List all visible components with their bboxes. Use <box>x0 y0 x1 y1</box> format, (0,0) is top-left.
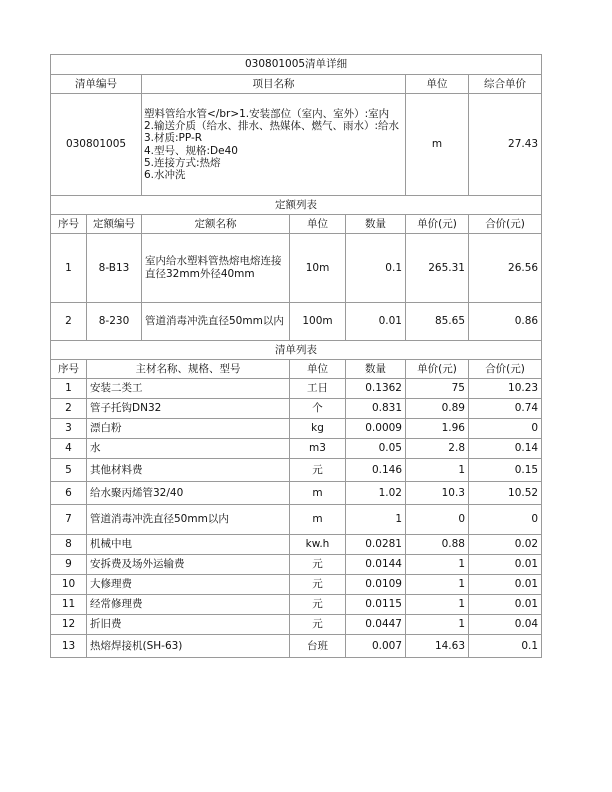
material-name: 经常修理费 <box>87 595 290 615</box>
material-unit: kw.h <box>290 535 346 555</box>
material-name: 折旧费 <box>87 615 290 635</box>
material-unit-price: 0.89 <box>406 399 469 419</box>
detail-table <box>50 54 542 658</box>
material-row <box>51 439 542 459</box>
material-section-title: 清单列表 <box>51 341 542 360</box>
material-qty: 0.146 <box>346 459 406 482</box>
material-unit: 元 <box>290 555 346 575</box>
header-name: 项目名称 <box>142 75 406 94</box>
material-seq: 1 <box>51 379 87 399</box>
material-row <box>51 419 542 439</box>
material-row <box>51 399 542 419</box>
material-unit: m3 <box>290 439 346 459</box>
material-unit: m <box>290 505 346 535</box>
quota-unit-price: 265.31 <box>406 234 469 303</box>
material-row <box>51 482 542 505</box>
material-unit: m <box>290 482 346 505</box>
material-row <box>51 615 542 635</box>
quota-unit-price: 85.65 <box>406 303 469 341</box>
material-seq: 3 <box>51 419 87 439</box>
quota-header-row <box>51 215 542 234</box>
quota-total: 26.56 <box>469 234 542 303</box>
material-header-unit: 单位 <box>290 360 346 379</box>
material-qty: 1.02 <box>346 482 406 505</box>
material-seq: 13 <box>51 635 87 658</box>
material-unit: 元 <box>290 615 346 635</box>
material-row <box>51 635 542 658</box>
quota-header-unit-price: 单价(元) <box>406 215 469 234</box>
quota-seq: 1 <box>51 234 87 303</box>
material-name: 安拆费及场外运输费 <box>87 555 290 575</box>
quota-row <box>51 234 542 303</box>
material-row <box>51 535 542 555</box>
material-qty: 0.007 <box>346 635 406 658</box>
header-code: 清单编号 <box>51 75 142 94</box>
material-unit: 元 <box>290 459 346 482</box>
material-qty: 0.05 <box>346 439 406 459</box>
material-qty: 0.0115 <box>346 595 406 615</box>
material-total: 0 <box>469 505 542 535</box>
header-unit: 单位 <box>406 75 469 94</box>
material-name: 机械中电 <box>87 535 290 555</box>
material-seq: 4 <box>51 439 87 459</box>
material-unit: kg <box>290 419 346 439</box>
quota-header-name: 定额名称 <box>142 215 290 234</box>
material-qty: 0.0109 <box>346 575 406 595</box>
quota-name: 管道消毒冲洗直径50mm以内 <box>142 303 290 341</box>
material-seq: 7 <box>51 505 87 535</box>
material-name: 给水聚丙烯管32/40 <box>87 482 290 505</box>
material-name: 安装二类工 <box>87 379 290 399</box>
quota-code: 8-230 <box>87 303 142 341</box>
material-unit-price: 0 <box>406 505 469 535</box>
quota-section-title: 定额列表 <box>51 196 542 215</box>
material-seq: 2 <box>51 399 87 419</box>
material-unit-price: 14.63 <box>406 635 469 658</box>
material-unit-price: 1.96 <box>406 419 469 439</box>
material-qty: 0.0009 <box>346 419 406 439</box>
material-unit-price: 1 <box>406 459 469 482</box>
material-unit-price: 0.88 <box>406 535 469 555</box>
material-total: 0.1 <box>469 635 542 658</box>
material-qty: 0.0144 <box>346 555 406 575</box>
quota-header-code: 定额编号 <box>87 215 142 234</box>
material-total: 0.02 <box>469 535 542 555</box>
quota-name: 室内给水塑料管热熔电熔连接直径32mm外径40mm <box>142 234 290 303</box>
item-row <box>51 94 542 196</box>
material-qty: 0.1362 <box>346 379 406 399</box>
material-total: 0.14 <box>469 439 542 459</box>
header-price: 综合单价 <box>469 75 542 94</box>
quota-header-unit: 单位 <box>290 215 346 234</box>
material-unit-price: 10.3 <box>406 482 469 505</box>
quota-qty: 0.01 <box>346 303 406 341</box>
quota-code: 8-B13 <box>87 234 142 303</box>
material-name: 其他材料费 <box>87 459 290 482</box>
item-price: 27.43 <box>469 94 542 196</box>
material-name: 管道消毒冲洗直径50mm以内 <box>87 505 290 535</box>
item-header-row <box>51 75 542 94</box>
material-row <box>51 379 542 399</box>
quota-header-seq: 序号 <box>51 215 87 234</box>
material-unit-price: 1 <box>406 595 469 615</box>
material-seq: 8 <box>51 535 87 555</box>
material-total: 0.01 <box>469 595 542 615</box>
material-row <box>51 459 542 482</box>
page-title: 030801005清单详细 <box>51 55 542 75</box>
material-seq: 12 <box>51 615 87 635</box>
material-unit-price: 2.8 <box>406 439 469 459</box>
material-total: 10.23 <box>469 379 542 399</box>
material-unit: 元 <box>290 595 346 615</box>
quota-total: 0.86 <box>469 303 542 341</box>
material-total: 10.52 <box>469 482 542 505</box>
material-seq: 5 <box>51 459 87 482</box>
material-name: 水 <box>87 439 290 459</box>
material-header-name: 主材名称、规格、型号 <box>87 360 290 379</box>
material-unit-price: 1 <box>406 615 469 635</box>
material-unit-price: 1 <box>406 555 469 575</box>
material-header-row <box>51 360 542 379</box>
material-header-seq: 序号 <box>51 360 87 379</box>
quota-row <box>51 303 542 341</box>
material-header-total: 合价(元) <box>469 360 542 379</box>
material-qty: 0.0447 <box>346 615 406 635</box>
quota-unit: 100m <box>290 303 346 341</box>
quota-header-qty: 数量 <box>346 215 406 234</box>
quota-seq: 2 <box>51 303 87 341</box>
material-qty: 0.0281 <box>346 535 406 555</box>
material-name: 漂白粉 <box>87 419 290 439</box>
material-row <box>51 575 542 595</box>
material-total: 0.74 <box>469 399 542 419</box>
material-name: 热熔焊接机(SH-63) <box>87 635 290 658</box>
material-seq: 10 <box>51 575 87 595</box>
material-total: 0.04 <box>469 615 542 635</box>
material-unit: 个 <box>290 399 346 419</box>
material-seq: 9 <box>51 555 87 575</box>
quota-header-total: 合价(元) <box>469 215 542 234</box>
material-unit-price: 75 <box>406 379 469 399</box>
material-header-unit-price: 单价(元) <box>406 360 469 379</box>
material-unit: 台班 <box>290 635 346 658</box>
material-row <box>51 505 542 535</box>
material-row <box>51 555 542 575</box>
item-description: 塑料管给水管</br>1.安装部位（室内、室外）:室内 2.输送介质（给水、排水、热媒体、燃气、雨水）:给水 3.材质:PP-R 4.型号、规格:De40 5.连接方式:热熔 6.水冲洗 <box>142 94 406 196</box>
material-unit-price: 1 <box>406 575 469 595</box>
item-code: 030801005 <box>51 94 142 196</box>
material-name: 管子托钩DN32 <box>87 399 290 419</box>
quota-unit: 10m <box>290 234 346 303</box>
material-row <box>51 595 542 615</box>
material-total: 0 <box>469 419 542 439</box>
material-name: 大修理费 <box>87 575 290 595</box>
material-seq: 6 <box>51 482 87 505</box>
material-total: 0.01 <box>469 575 542 595</box>
quota-qty: 0.1 <box>346 234 406 303</box>
item-unit: m <box>406 94 469 196</box>
material-unit: 元 <box>290 575 346 595</box>
material-unit: 工日 <box>290 379 346 399</box>
material-qty: 1 <box>346 505 406 535</box>
material-total: 0.01 <box>469 555 542 575</box>
material-header-qty: 数量 <box>346 360 406 379</box>
material-qty: 0.831 <box>346 399 406 419</box>
material-seq: 11 <box>51 595 87 615</box>
material-total: 0.15 <box>469 459 542 482</box>
